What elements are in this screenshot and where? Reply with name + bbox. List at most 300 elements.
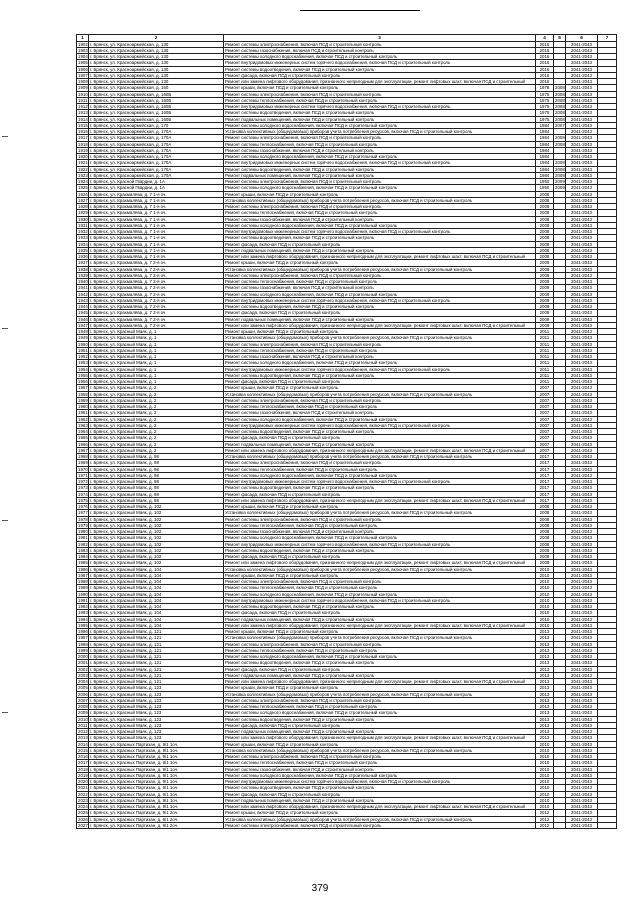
- planned-period-cell: 2041-2043: [566, 735, 598, 741]
- build-year-cell: 2012: [536, 822, 554, 828]
- row-number-cell: 2025: [78, 810, 88, 816]
- work-type-cell: Ремонт системы холодного водоснабжения, включая ПСД и строительный контроль: [224, 360, 536, 366]
- address-cell: г. Брянск, ул. Красный Маяк, д. 98: [89, 460, 224, 466]
- address-cell: г. Брянск, ул. Красный Маяк, д. 2: [89, 422, 224, 428]
- address-cell: г. Брянск, ул. Красноармейская, д. 130: [89, 47, 224, 53]
- build-year-cell: 2013: [536, 641, 554, 647]
- header-cell: 3: [224, 35, 536, 42]
- row-number-cell: 1973: [78, 485, 88, 491]
- planned-period-cell: 2041-2043: [566, 341, 598, 347]
- build-year-cell: 2017: [536, 460, 554, 466]
- work-type-cell: Ремонт подвальных помещений, включая ПСД и строительный контроль: [224, 729, 536, 735]
- row-number-cell: 1987: [78, 572, 88, 578]
- row-number-cell: 1952: [78, 354, 88, 360]
- header-cell: 5: [554, 35, 566, 42]
- address-cell: г. Брянск, ул. Красный Маяк, д. 102: [89, 522, 224, 528]
- margin-mark: [2, 328, 8, 329]
- planned-period-cell: 2041-2043: [566, 422, 598, 428]
- build-year-cell: 2009: [536, 297, 554, 303]
- work-type-cell: Ремонт или замена лифтового оборудования, признанного непригодным для эксплуатации, ремонт лифтовых шахт, включая ПСД и строительный: [224, 497, 536, 503]
- work-type-cell: Установка коллективных (общедомовых) приборов учета потребления ресурсов, включая ПСД и строительный контроль: [224, 454, 536, 460]
- row-number-cell: 1994: [78, 616, 88, 622]
- planned-period-cell: 2041-2043: [566, 216, 598, 222]
- work-type-cell: Ремонт крыши, включая ПСД и строительный контроль: [224, 329, 536, 335]
- row-number-cell: 1937: [78, 260, 88, 266]
- build-year-cell: 1950: [536, 185, 554, 191]
- planned-period-cell: 2041-2043: [566, 404, 598, 410]
- last-repair-cell: 2007: [555, 122, 565, 128]
- build-year-cell: 1984: [536, 135, 554, 141]
- planned-period-cell: 2041-2043: [566, 185, 598, 191]
- build-year-cell: 2008: [536, 197, 554, 203]
- address-cell: г. Брянск, ул. Красный Маяк, д. 102: [89, 516, 224, 522]
- address-cell: г. Брянск, ул. Крахмалёва, д. 7 2-я оч.: [89, 316, 224, 322]
- planned-period-cell: 2041-2043: [566, 629, 598, 635]
- planned-period-cell: 2041-2043: [566, 810, 598, 816]
- build-year-cell: 2009: [536, 260, 554, 266]
- address-cell: г. Брянск, ул. Красноармейская, д. 170: [89, 122, 224, 128]
- work-type-cell: Ремонт системы водоотведения, включая ПСД и строительный контроль: [224, 66, 536, 72]
- work-type-cell: Ремонт или замена лифтового оборудования, признанного непригодным для эксплуатации, ремонт лифтовых шахт, включая ПСД и строительный: [224, 804, 536, 810]
- work-type-cell: Ремонт подвальных помещений, включая ПСД и строительный контроль: [224, 616, 536, 622]
- work-type-cell: Ремонт системы холодного водоснабжения, включая ПСД и строительный контроль: [224, 772, 536, 778]
- row-number-cell: 1979: [78, 522, 88, 528]
- address-cell: г. Брянск, ул. Красный Маяк, д. 1: [89, 360, 224, 366]
- build-year-cell: 2010: [536, 804, 554, 810]
- address-cell: г. Брянск, ул. Красноармейская, д. 170А: [89, 129, 224, 135]
- build-year-cell: 2009: [536, 304, 554, 310]
- work-type-cell: Ремонт системы холодного водоснабжения, включая ПСД и строительный контроль: [224, 535, 536, 541]
- row-number-cell: 2006: [78, 691, 88, 697]
- build-year-cell: 2010: [536, 622, 554, 628]
- planned-period-cell: 2041-2043: [566, 560, 598, 566]
- planned-period-cell: 2041-2043: [566, 791, 598, 797]
- build-year-cell: 2017: [536, 472, 554, 478]
- address-cell: г. Брянск, ул. Красный Маяк, д. 121: [89, 647, 224, 653]
- address-cell: г. Брянск, ул. Крахмалёва, д. 7 1-я оч.: [89, 197, 224, 203]
- address-cell: г. Брянск, ул. Красный Маяк, д. 2: [89, 416, 224, 422]
- row-number-cell: 2027: [78, 822, 88, 828]
- address-cell: г. Брянск, ул. Красный Маяк, д. 1: [89, 354, 224, 360]
- address-cell: г. Брянск, ул. Красный Маяк, д. 98: [89, 466, 224, 472]
- row-number-cell: 1981: [78, 535, 88, 541]
- planned-period-cell: 2041-2043: [566, 235, 598, 241]
- build-year-cell: 2009: [536, 272, 554, 278]
- work-type-cell: Ремонт или замена лифтового оборудования, признанного непригодным для эксплуатации, ремонт лифтовых шахт, включая ПСД и строительный: [224, 322, 536, 328]
- work-type-cell: Ремонт системы газоснабжения, включая ПСД и строительный контроль: [224, 216, 536, 222]
- build-year-cell: 2008: [536, 529, 554, 535]
- build-year-cell: 2010: [536, 585, 554, 591]
- row-number-cell: 1933: [78, 235, 88, 241]
- address-cell: г. Брянск, ул. Красной Гвардии, д. 1А: [89, 185, 224, 191]
- build-year-cell: 2010: [536, 597, 554, 603]
- address-cell: г. Брянск, ул. Красноармейская, д. 160Б: [89, 91, 224, 97]
- build-year-cell: 2009: [536, 316, 554, 322]
- address-cell: г. Брянск, ул. Красноармейская, д. 170А: [89, 135, 224, 141]
- work-type-cell: Ремонт внутридомовых инженерных систем горячего водоснабжения, включая ПСД и строительный контроль: [224, 597, 536, 603]
- work-type-cell: Ремонт крыши, включая ПСД и строительный контроль: [224, 629, 536, 635]
- address-cell: г. Брянск, ул. Красноармейская, д. 170А: [89, 166, 224, 172]
- planned-period-cell: 2041-2043: [566, 379, 598, 385]
- row-number-cell: 2018: [78, 766, 88, 772]
- build-year-cell: 2013: [536, 729, 554, 735]
- planned-period-cell: 2041-2043: [566, 85, 598, 91]
- row-number-cell: 2001: [78, 660, 88, 666]
- work-type-cell: Ремонт системы электроснабжения, включая ПСД и строительный контроль: [224, 179, 536, 185]
- work-type-cell: Ремонт подвальных помещений, включая ПСД и строительный контроль: [224, 316, 536, 322]
- build-year-cell: 2010: [536, 797, 554, 803]
- address-cell: г. Брянск, ул. Красный Маяк, д. 2: [89, 435, 224, 441]
- work-type-cell: Ремонт системы газоснабжения, включая ПСД и строительный контроль: [224, 766, 536, 772]
- header-cell: 1: [77, 35, 89, 42]
- row-number-cell: 2012: [78, 729, 88, 735]
- build-year-cell: 2008: [536, 191, 554, 197]
- address-cell: г. Брянск, ул. Красный Маяк, д. 102: [89, 535, 224, 541]
- work-type-cell: Ремонт системы газоснабжения, включая ПСД и строительный контроль: [224, 47, 536, 53]
- address-cell: г. Брянск, ул. Крахмалёва, д. 7 1-я оч.: [89, 210, 224, 216]
- build-year-cell: 2010: [536, 566, 554, 572]
- work-type-cell: Ремонт подвальных помещений, включая ПСД и строительный контроль: [224, 797, 536, 803]
- row-number-cell: 1977: [78, 510, 88, 516]
- work-type-cell: Ремонт системы электроснабжения, включая ПСД и строительный контроль: [224, 397, 536, 403]
- build-year-cell: 2013: [536, 635, 554, 641]
- planned-period-cell: 2041-2043: [566, 597, 598, 603]
- address-cell: г. Брянск, ул. Красноармейская, д. 160Б: [89, 116, 224, 122]
- row-number-cell: 1902: [78, 41, 88, 47]
- work-type-cell: Ремонт системы водоотведения, включая ПСД и строительный контроль: [224, 429, 536, 435]
- planned-period-cell: 2041-2043: [566, 491, 598, 497]
- planned-period-cell: 2041-2043: [566, 416, 598, 422]
- work-type-cell: Установка коллективных (общедомовых) приборов учета потребления ресурсов, включая ПСД и строительный контроль: [224, 335, 536, 341]
- row-number-cell: 1992: [78, 604, 88, 610]
- planned-period-cell: 2041-2043: [566, 372, 598, 378]
- planned-period-cell: 2041-2043: [566, 472, 598, 478]
- row-number-cell: 1989: [78, 585, 88, 591]
- address-cell: г. Брянск, ул. Крахмалёва, д. 7 2-я оч.: [89, 297, 224, 303]
- margin-mark: [2, 136, 8, 137]
- address-cell: г. Брянск, ул. Красный Маяк, д. 102: [89, 504, 224, 510]
- address-cell: г. Брянск, ул. Красных Партизан, д. 9/1 1оч.: [89, 779, 224, 785]
- build-year-cell: 2013: [536, 647, 554, 653]
- address-cell: г. Брянск, ул. Красный Маяк, д. 121: [89, 660, 224, 666]
- planned-period-cell: 2041-2043: [566, 97, 598, 103]
- address-cell: г. Брянск, ул. Красный Маяк, д. 102: [89, 541, 224, 547]
- row-number-cell: 1956: [78, 379, 88, 385]
- planned-period-cell: 2041-2043: [566, 172, 598, 178]
- build-year-cell: 2013: [536, 710, 554, 716]
- planned-period-cell: 2041-2043: [566, 660, 598, 666]
- address-cell: г. Брянск, ул. Красный Маяк, д. 102: [89, 547, 224, 553]
- work-type-cell: Ремонт системы холодного водоснабжения, включая ПСД и строительный контроль: [224, 185, 536, 191]
- row-number-cell: 2009: [78, 710, 88, 716]
- build-year-cell: 1975: [536, 104, 554, 110]
- margin-mark: [2, 712, 8, 713]
- address-cell: г. Брянск, ул. Красноармейская, д. 130: [89, 60, 224, 66]
- row-number-cell: 1974: [78, 491, 88, 497]
- row-number-cell: 2010: [78, 716, 88, 722]
- work-type-cell: Ремонт фасада, включая ПСД и строительный контроль: [224, 72, 536, 78]
- build-year-cell: 2007: [536, 422, 554, 428]
- planned-period-cell: 2041-2043: [566, 747, 598, 753]
- work-type-cell: Ремонт системы газоснабжения, включая ПСД и строительный контроль: [224, 529, 536, 535]
- work-type-cell: Ремонт или замена лифтового оборудования, признанного непригодным для эксплуатации, ремонт лифтовых шахт, включая ПСД и строительный: [224, 560, 536, 566]
- row-number-cell: 1966: [78, 441, 88, 447]
- address-cell: г. Брянск, ул. Красных Партизан, д. 9/1 1оч.: [89, 766, 224, 772]
- row-number-cell: 1972: [78, 479, 88, 485]
- extra-cell: [598, 822, 617, 828]
- planned-period-cell: 2041-2043: [566, 66, 598, 72]
- row-number-cell: 2015: [78, 747, 88, 753]
- build-year-cell: 2008: [536, 541, 554, 547]
- work-type-cell: Ремонт системы теплоснабжения, включая ПСД и строительный контроль: [224, 210, 536, 216]
- row-number-cell: 1917: [78, 135, 88, 141]
- header-cell: 6: [566, 35, 598, 42]
- row-number-cell: 2021: [78, 785, 88, 791]
- row-number-cell: 1976: [78, 504, 88, 510]
- address-cell: г. Брянск, ул. Красный Маяк, д. 123: [89, 722, 224, 728]
- row-number-cell: 1905: [78, 60, 88, 66]
- row-number-cell: 1936: [78, 254, 88, 260]
- row-number-cell: 1943: [78, 297, 88, 303]
- build-year-cell: 2013: [536, 654, 554, 660]
- build-year-cell: 2017: [536, 485, 554, 491]
- work-type-cell: Установка коллективных (общедомовых) приборов учета потребления ресурсов, включая ПСД и строительный контроль: [224, 816, 536, 822]
- planned-period-cell: 2041-2043: [566, 679, 598, 685]
- row-number-cell: 1930: [78, 216, 88, 222]
- build-year-cell: 2012: [536, 810, 554, 816]
- work-type-cell: Ремонт системы холодного водоснабжения, включая ПСД и строительный контроль: [224, 222, 536, 228]
- address-cell: г. Брянск, ул. Красный Маяк, д. 104: [89, 610, 224, 616]
- address-cell: г. Брянск, ул. Крахмалёва, д. 7 2-я оч.: [89, 266, 224, 272]
- address-cell: г. Брянск, ул. Красных Партизан, д. 9/1 1оч.: [89, 760, 224, 766]
- build-year-cell: 2011: [536, 366, 554, 372]
- address-cell: г. Брянск, ул. Красный Маяк, д. 98: [89, 497, 224, 503]
- row-number-cell: 1963: [78, 422, 88, 428]
- planned-period-cell: 2041-2043: [566, 41, 598, 47]
- work-type-cell: Ремонт системы холодного водоснабжения, включая ПСД и строительный контроль: [224, 472, 536, 478]
- planned-period-cell: 2041-2043: [566, 410, 598, 416]
- build-year-cell: 2016: [536, 47, 554, 53]
- work-type-cell: Ремонт или замена лифтового оборудования, признанного непригодным для эксплуатации, ремонт лифтовых шахт, включая ПСД и строительный: [224, 79, 536, 85]
- work-type-cell: Ремонт или замена лифтового оборудования, признанного непригодным для эксплуатации, ремонт лифтовых шахт, включая ПСД и строительный: [224, 447, 536, 453]
- work-type-cell: Ремонт фасада, включая ПСД и строительный контроль: [224, 435, 536, 441]
- row-number-cell: 2008: [78, 704, 88, 710]
- planned-period-cell: 2041-2043: [566, 741, 598, 747]
- address-cell: г. Брянск, ул. Красный Маяк, д. 1: [89, 329, 224, 335]
- work-type-cell: Ремонт системы теплоснабжения, включая ПСД и строительный контроль: [224, 522, 536, 528]
- row-number-cell: 1918: [78, 141, 88, 147]
- planned-period-cell: 2041-2043: [566, 60, 598, 66]
- row-number-cell: 1929: [78, 210, 88, 216]
- build-year-cell: 1984: [536, 172, 554, 178]
- work-type-cell: Установка коллективных (общедомовых) приборов учета потребления ресурсов, включая ПСД и строительный контроль: [224, 747, 536, 753]
- build-year-cell: 2007: [536, 429, 554, 435]
- address-cell: г. Брянск, ул. Красноармейская, д. 170А: [89, 154, 224, 160]
- address-cell: г. Брянск, ул. Красных Партизан, д. 9/1 1оч.: [89, 747, 224, 753]
- planned-period-cell: 2041-2043: [566, 579, 598, 585]
- address-cell: г. Брянск, ул. Красный Маяк, д. 123: [89, 735, 224, 741]
- row-number-cell: 1990: [78, 591, 88, 597]
- build-year-cell: 2013: [536, 716, 554, 722]
- build-year-cell: 2008: [536, 554, 554, 560]
- planned-period-cell: 2041-2043: [566, 291, 598, 297]
- build-year-cell: 2010: [536, 741, 554, 747]
- build-year-cell: 2008: [536, 210, 554, 216]
- last-repair-cell: 2008: [555, 97, 565, 103]
- planned-period-cell: 2041-2043: [566, 697, 598, 703]
- work-type-cell: Установка коллективных (общедомовых) приборов учета потребления ресурсов, включая ПСД и строительный контроль: [224, 566, 536, 572]
- work-type-cell: Ремонт внутридомовых инженерных систем горячего водоснабжения, включая ПСД и строительный контроль: [224, 229, 536, 235]
- address-cell: г. Брянск, ул. Крахмалёва, д. 7 1-я оч.: [89, 247, 224, 253]
- planned-period-cell: 2041-2043: [566, 191, 598, 197]
- planned-period-cell: 2041-2043: [566, 454, 598, 460]
- build-year-cell: 2011: [536, 347, 554, 353]
- row-number-cell: 1975: [78, 497, 88, 503]
- build-year-cell: 2008: [536, 510, 554, 516]
- row-number-cell: 1938: [78, 266, 88, 272]
- header-cell: 7: [598, 35, 617, 42]
- address-cell: г. Брянск, ул. Красный Маяк, д. 98: [89, 485, 224, 491]
- row-number-cell: 1919: [78, 147, 88, 153]
- build-year-cell: 2008: [536, 522, 554, 528]
- row-number-cell: 1931: [78, 222, 88, 228]
- work-type-cell: Ремонт системы электроснабжения, включая ПСД и строительный контроль: [224, 204, 536, 210]
- row-number-cell: 1916: [78, 129, 88, 135]
- build-year-cell: 2008: [536, 216, 554, 222]
- address-cell: г. Брянск, ул. Крахмалёва, д. 7 1-я оч.: [89, 235, 224, 241]
- address-cell: г. Брянск, ул. Красных Партизан, д. 9/1 2оч.: [89, 810, 224, 816]
- table-body: [77, 41, 617, 829]
- work-type-cell: Ремонт системы газоснабжения, включая ПСД и строительный контроль: [224, 410, 536, 416]
- address-cell: г. Брянск, ул. Красный Маяк, д. 104: [89, 597, 224, 603]
- margin-mark: [2, 520, 8, 521]
- build-year-cell: 2008: [536, 241, 554, 247]
- row-number-cell: 1950: [78, 341, 88, 347]
- row-number-cell: 1920: [78, 154, 88, 160]
- planned-period-cell: 2041-2043: [566, 316, 598, 322]
- address-cell: г. Брянск, ул. Крахмалёва, д. 7 1-я оч.: [89, 222, 224, 228]
- address-cell: г. Брянск, ул. Крахмалёва, д. 7 1-я оч.: [89, 241, 224, 247]
- address-cell: г. Брянск, ул. Красный Маяк, д. 123: [89, 691, 224, 697]
- planned-period-cell: 2041-2043: [566, 429, 598, 435]
- build-year-cell: 1975: [536, 91, 554, 97]
- build-year-cell: 2007: [536, 391, 554, 397]
- row-number-cell: 1971: [78, 472, 88, 478]
- work-type-cell: Ремонт внутридомовых инженерных систем горячего водоснабжения, включая ПСД и строительный контроль: [224, 297, 536, 303]
- planned-period-cell: 2041-2043: [566, 804, 598, 810]
- build-year-cell: 2011: [536, 360, 554, 366]
- planned-period-cell: 2041-2043: [566, 610, 598, 616]
- build-year-cell: 1975: [536, 110, 554, 116]
- build-year-cell: 1984: [536, 160, 554, 166]
- build-year-cell: 2008: [536, 547, 554, 553]
- row-number-cell: 1910: [78, 91, 88, 97]
- planned-period-cell: 2041-2043: [566, 266, 598, 272]
- row-number-cell: 1942: [78, 291, 88, 297]
- planned-period-cell: 2041-2043: [566, 222, 598, 228]
- address-cell: г. Брянск, ул. Красных Партизан, д. 9/1 1оч.: [89, 797, 224, 803]
- build-year-cell: 2010: [536, 747, 554, 753]
- row-number-cell: 1907: [78, 72, 88, 78]
- planned-period-cell: 2041-2043: [566, 179, 598, 185]
- planned-period-cell: 2041-2043: [566, 635, 598, 641]
- build-year-cell: 2016: [536, 41, 554, 47]
- planned-period-cell: 2041-2043: [566, 91, 598, 97]
- row-number-cell: 1985: [78, 560, 88, 566]
- planned-period-cell: 2041-2043: [566, 247, 598, 253]
- build-year-cell: 2013: [536, 704, 554, 710]
- work-type-cell: Ремонт системы водоотведения, включая ПСД и строительный контроль: [224, 372, 536, 378]
- planned-period-cell: 2041-2043: [566, 797, 598, 803]
- work-type-cell: Установка коллективных (общедомовых) приборов учета потребления ресурсов, включая ПСД и строительный контроль: [224, 129, 536, 135]
- last-repair-cell: 2008: [555, 116, 565, 122]
- row-number-cell: 1909: [78, 85, 88, 91]
- work-type-cell: Установка коллективных (общедомовых) приборов учета потребления ресурсов, включая ПСД и строительный контроль: [224, 691, 536, 697]
- row-number-cell: 1932: [78, 229, 88, 235]
- planned-period-cell: 2041-2043: [566, 272, 598, 278]
- build-year-cell: 2007: [536, 416, 554, 422]
- work-type-cell: Ремонт системы водоотведения, включая ПСД и строительный контроль: [224, 235, 536, 241]
- planned-period-cell: 2041-2043: [566, 279, 598, 285]
- planned-period-cell: 2041-2043: [566, 72, 598, 78]
- row-number-cell: 1980: [78, 529, 88, 535]
- build-year-cell: 1984: [536, 129, 554, 135]
- row-number-cell: 2017: [78, 760, 88, 766]
- work-type-cell: Ремонт или замена лифтового оборудования, признанного непригодным для эксплуатации, ремонт лифтовых шахт, включая ПСД и строительный: [224, 254, 536, 260]
- work-type-cell: Ремонт внутридомовых инженерных систем горячего водоснабжения, включая ПСД и строительный контроль: [224, 160, 536, 166]
- build-year-cell: 2007: [536, 385, 554, 391]
- work-type-cell: Ремонт системы водоотведения, включая ПСД и строительный контроль: [224, 110, 536, 116]
- planned-period-cell: 2041-2043: [566, 729, 598, 735]
- planned-period-cell: 2041-2043: [566, 591, 598, 597]
- work-type-cell: Установка коллективных (общедомовых) приборов учета потребления ресурсов, включая ПСД и строительный контроль: [224, 266, 536, 272]
- planned-period-cell: 2041-2043: [566, 479, 598, 485]
- planned-period-cell: 2041-2043: [566, 504, 598, 510]
- work-type-cell: Ремонт системы газоснабжения, включая ПСД и строительный контроль: [224, 354, 536, 360]
- row-number-cell: 2016: [78, 754, 88, 760]
- planned-period-cell: 2041-2043: [566, 485, 598, 491]
- build-year-cell: 1984: [536, 122, 554, 128]
- last-repair-cell: 2008: [555, 172, 565, 178]
- row-number-cell: 1949: [78, 335, 88, 341]
- build-year-cell: 2010: [536, 785, 554, 791]
- address-cell: г. Брянск, ул. Красный Маяк, д. 1: [89, 372, 224, 378]
- row-number-cell: 2023: [78, 797, 88, 803]
- work-type-cell: Ремонт крыши, включая ПСД и строительный контроль: [224, 741, 536, 747]
- address-cell: г. Брянск, ул. Красноармейская, д. 130: [89, 79, 224, 85]
- work-type-cell: Ремонт системы электроснабжения, включая ПСД и строительный контроль: [224, 41, 536, 47]
- address-cell: г. Брянск, ул. Крахмалёва, д. 7 1-я оч.: [89, 204, 224, 210]
- build-year-cell: 2013: [536, 679, 554, 685]
- address-cell: г. Брянск, ул. Красный Маяк, д. 104: [89, 622, 224, 628]
- work-type-cell: Ремонт системы газоснабжения, включая ПСД и строительный контроль: [224, 147, 536, 153]
- planned-period-cell: 2041-2043: [566, 166, 598, 172]
- planned-period-cell: 2041-2043: [566, 716, 598, 722]
- build-year-cell: 2010: [536, 772, 554, 778]
- row-number-cell: 1935: [78, 247, 88, 253]
- row-number-cell: 1995: [78, 622, 88, 628]
- row-number-cell: 1915: [78, 122, 88, 128]
- work-type-cell: Ремонт системы электроснабжения, включая ПСД и строительный контроль: [224, 822, 536, 828]
- planned-period-cell: 2041-2043: [566, 310, 598, 316]
- work-type-cell: Установка коллективных (общедомовых) приборов учета потребления ресурсов, включая ПСД и строительный контроль: [224, 197, 536, 203]
- row-number-cell: 1911: [78, 97, 88, 103]
- address-cell: г. Брянск, ул. Красных Партизан, д. 9/1 1оч.: [89, 754, 224, 760]
- row-number-cell: 1913: [78, 110, 88, 116]
- build-year-cell: 2010: [536, 766, 554, 772]
- planned-period-cell: 2041-2043: [566, 441, 598, 447]
- planned-period-cell: 2041-2043: [566, 585, 598, 591]
